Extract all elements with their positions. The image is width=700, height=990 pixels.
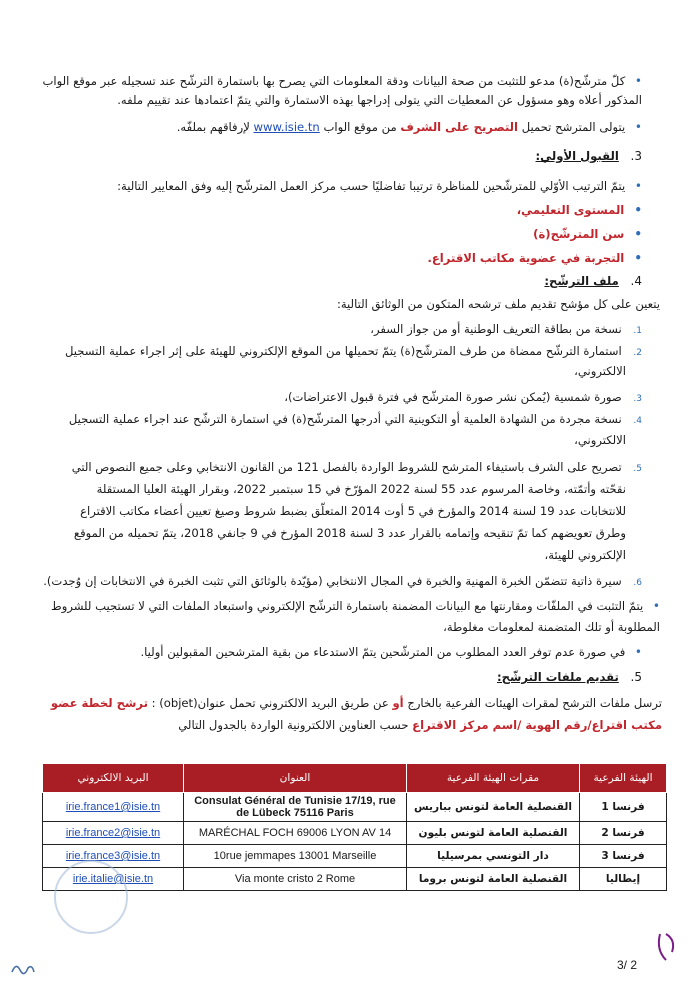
doc-item-2-cont — [40, 362, 626, 381]
doc-item-5-line-4 — [40, 524, 626, 543]
intro-bullet-2-post: لإرفاقهم بملفّه. — [176, 120, 250, 134]
table-row — [43, 868, 667, 891]
doc-item-5-line-2 — [40, 480, 626, 499]
intro-bullet-1 — [40, 72, 642, 91]
section-5-title: تقديم ملفات الترشّح: — [497, 670, 619, 684]
criterion-education — [40, 201, 642, 220]
intro-bullet-1-cont — [40, 91, 642, 110]
branches-table — [42, 763, 667, 891]
doc-item-5-text-4: وطرق تعويضهم كما تمّ تنقيحه وإتمامه بالقرار عدد 3 لسنة 2018 المؤرخ في 9 جانفي 2018، يتمّ تحميله من الموقع — [73, 526, 626, 540]
doc-item-2-text-1: استمارة الترشّح ممضاة من طرف المترشّح(ة) يتمّ تحميلها من الموقع الإلكتروني للهيئة على إثر اجراء عملية التسجيل — [65, 344, 622, 358]
cell-address-line-1: Consulat Général de Tunisie 17/19, rue — [194, 795, 396, 807]
doc-item-2-text-2: الالكتروني، — [574, 364, 626, 378]
cell-seat: القنصلية العامة لتونس بباريس — [407, 793, 580, 822]
doc-item-4-cont — [40, 431, 626, 450]
intro-bullet-1-line-1: كلّ مترشّح(ة) مدعو للتثبت من صحة البيانات ودقة المعلومات التي يصرح بها باستمارة الترشّح عند تسجيله عبر موقع الواب — [42, 74, 626, 88]
criterion-experience-text: التجربة في عضوية مكاتب الاقتراع. — [427, 251, 625, 265]
section-5-line-1 — [20, 694, 662, 713]
table-row — [43, 793, 667, 822]
section-4-intro-text: يتعين على كل مؤشح تقديم ملف ترشحه المتكون من الوثائق التالية: — [336, 297, 660, 311]
official-stamp-icon — [54, 860, 128, 934]
doc-item-2 — [40, 342, 642, 363]
section-4-intro — [40, 295, 660, 314]
doc-item-4-text-2: الالكتروني، — [574, 433, 626, 447]
section-5-line-2 — [20, 716, 662, 735]
verification-text-2: المطلوبة أو تلك المتضمنة لمعلومات مغلوطة، — [443, 620, 660, 634]
section-3-heading — [40, 147, 642, 166]
doc-item-4 — [40, 410, 642, 431]
cell-email[interactable]: irie.france1@isie.tn — [43, 793, 184, 822]
intro-bullet-1-line-2: المذكور أعلاه وهو مسؤول عن المعطيات التي يتولى إدراجها بهذه الاستمارة والتي يتمّ اعتمادها عند تقييم ملفه. — [117, 93, 642, 107]
cell-branch: إيطاليا — [580, 868, 667, 891]
doc-item-5-text-2: نقحّته وأتمّته، وخاصة المرسوم عدد 55 لسنة 2022 المؤرّخ في 15 سبتمبر 2022، وبقرار الهيئة العليا المستقلة — [96, 482, 626, 496]
cell-address-line-2: de Lübeck 75116 Paris — [236, 807, 354, 819]
doc-item-4-number: 4. — [633, 416, 642, 426]
intro-bullet-2-pre: يتولى المترشح تحميل — [521, 120, 626, 134]
verification-bullet — [40, 597, 660, 616]
section-5-heading — [40, 668, 642, 687]
criterion-age-text: سن المترشّح(ة) — [533, 227, 625, 241]
doc-item-5-line-5 — [40, 546, 626, 565]
cell-branch: فرنسا 1 — [580, 793, 667, 822]
doc-item-1-text: نسخة من بطاقة التعريف الوطنية أو من جواز السفر، — [370, 322, 622, 336]
doc-item-5-text-1: تصريح على الشرف باستيفاء المترشح للشروط الواردة بالفصل 121 من القانون الانتخابي وعلى جميع النصوص التي — [71, 460, 622, 474]
email-subject-part-1: ترشح لخطة عضو — [50, 696, 148, 710]
header-seat: مقرات الهيئة الفرعية — [407, 764, 580, 793]
intro-bullet-2 — [40, 118, 642, 137]
criterion-education-text: المستوى التعليمي، — [516, 203, 625, 217]
doc-item-5 — [40, 458, 642, 479]
section-5-line-1-mid: عن طريق البريد الالكتروني تحمل عنوان(objet) : — [151, 696, 389, 710]
declaration-highlight: التصريح على الشرف — [400, 120, 519, 134]
verification-text-1: يتمّ التثبت في الملفّات ومقارنتها مع البيانات المضمنة باستمارة الترشّح الإلكتروني واستبعاد الملفات التي لا تستجيب للشروط — [51, 599, 644, 613]
signature-mark-icon — [10, 958, 36, 982]
section-5-line-1-pre: ترسل ملفات الترشح لمقرات الهيئات الفرعية بالخارج — [407, 696, 662, 710]
handwritten-initial-icon — [652, 930, 682, 971]
cell-branch: فرنسا 2 — [580, 822, 667, 845]
section-4-number: 4. — [630, 274, 642, 288]
cell-seat: القنصلية العامة لتونس بليون — [407, 822, 580, 845]
section-5-or: أو — [392, 696, 404, 710]
section-3-title: القبول الأولي: — [535, 149, 619, 163]
shortfall-text: في صورة عدم توفر العدد المطلوب من المترشّحين يتمّ الاستدعاء من بقية المترشحين المقبولين أوليا. — [140, 645, 626, 659]
doc-item-3-text: صورة شمسية (يُمكن نشر صورة المترشّح في فترة قبول الاعتراضات)، — [284, 390, 622, 404]
criterion-age — [40, 225, 642, 244]
cell-address: 10rue jemmapes 13001 Marseille — [184, 845, 407, 868]
cell-address: MARÉCHAL FOCH 69006 LYON AV 14 — [184, 822, 407, 845]
section-4-title: ملف الترشّح: — [544, 274, 619, 288]
doc-item-1 — [40, 320, 642, 341]
section-5-number: 5. — [630, 670, 642, 684]
header-branch: الهيئة الفرعية — [580, 764, 667, 793]
cell-address: Via monte cristo 2 Rome — [184, 868, 407, 891]
cell-email[interactable]: irie.france3@isie.tn — [43, 845, 184, 868]
doc-item-4-text-1: نسخة مجردة من الشهادة العلمية أو التكوينية التي أدرجها المترشّح(ة) في استمارة الترشّح عند اجراء عملية التسجيل — [68, 412, 622, 426]
cell-address — [184, 793, 407, 822]
table-row — [43, 822, 667, 845]
email-subject-part-2: مكتب اقتراع/رقم الهوية /اسم مركز الاقتراع — [412, 718, 662, 732]
doc-item-6-text: سيرة ذاتية تتضمّن الخبرة المهنية والخبرة في المجال الانتخابي (مؤيّدة بالوثائق التي تثبت الخبرة في الانتخابات إن وُجدت). — [43, 574, 622, 588]
section-4-heading — [40, 272, 642, 291]
doc-item-5-line-3 — [40, 502, 626, 521]
doc-item-5-number: 5. — [633, 464, 642, 474]
section-3-intro-text: يتمّ الترتيب الأوّلي للمترشّحين للمناظرة ترتيبا تفاضليًا حسب مركز العمل المترشّح إليه وفق المعايير التالية: — [117, 179, 626, 193]
header-address: العنوان — [184, 764, 407, 793]
doc-item-6 — [40, 572, 642, 593]
doc-item-1-number: 1. — [633, 326, 642, 336]
section-5-line-2-post: حسب العناوين الالكترونية الواردة بالجدول التالي — [178, 718, 409, 732]
cell-email[interactable]: irie.italie@isie.tn — [43, 868, 184, 891]
intro-bullet-2-mid: من موقع الواب — [323, 120, 397, 134]
doc-item-3 — [40, 388, 642, 409]
section-3-intro — [40, 177, 642, 196]
cell-seat: القنصلية العامة لتونس بروما — [407, 868, 580, 891]
header-email: البريد الالكتروني — [43, 764, 184, 793]
criterion-experience — [40, 249, 642, 268]
shortfall-bullet — [40, 643, 642, 662]
table-header-row — [43, 764, 667, 793]
doc-item-5-text-5: الإلكتروني للهيئة، — [544, 548, 626, 562]
page-number: 3/ 2 — [617, 958, 638, 972]
doc-item-6-number: 6. — [633, 578, 642, 588]
doc-item-3-number: 3. — [633, 394, 642, 404]
isie-website-link[interactable]: www.isie.tn — [253, 120, 320, 134]
cell-seat: دار التونسي بمرسيليا — [407, 845, 580, 868]
doc-item-2-number: 2. — [633, 348, 642, 358]
table-row — [43, 845, 667, 868]
verification-bullet-cont — [40, 618, 660, 637]
cell-branch: فرنسا 3 — [580, 845, 667, 868]
doc-item-5-text-3: للانتخابات عدد 19 لسنة 2014 والمؤرخ في 5 أوت 2014 المتعلّق بضبط شروط وصيغ تعيين أعضاء مكاتب الاقتراع — [80, 504, 626, 518]
cell-email[interactable]: irie.france2@isie.tn — [43, 822, 184, 845]
section-3-number: 3. — [630, 149, 642, 163]
